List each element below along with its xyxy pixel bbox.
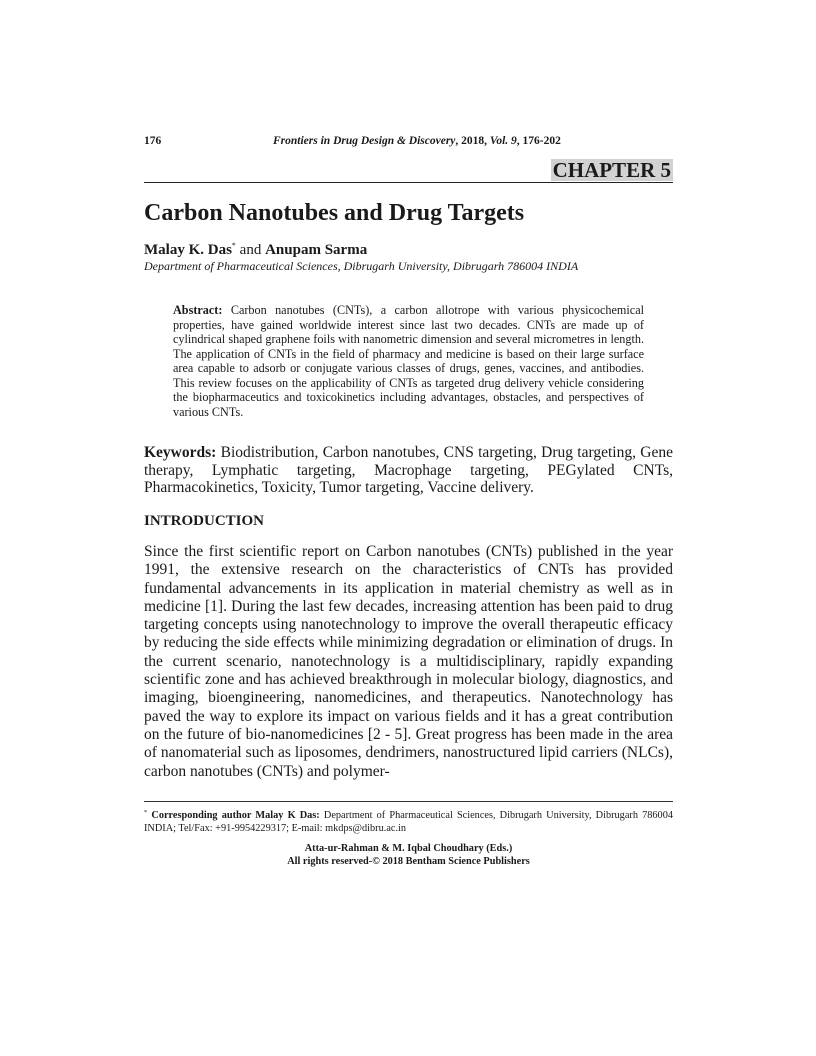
abstract-label: Abstract: bbox=[173, 303, 223, 317]
paper-title: Carbon Nanotubes and Drug Targets bbox=[144, 200, 525, 226]
journal-year: , 2018, bbox=[455, 135, 490, 147]
abstract-text: Carbon nanotubes (CNTs), a carbon allotrope with various physicochemical properties, have gained worldwide interest since last two decades. CNTs are made up of cylindrical shaped graphene foils with nanometric dimension and several micrometres in length. The application of CNTs in the field of pharmacy and medicine is based on their large surface area capable to adsorb or conjugate various classes of drugs, genes, vaccines, and antibodies. This review focuses on the applicability of CNTs as targeted drug delivery vehicle considering the biopharmaceutics and toxicokinetics including advantages, obstacles, and perspectives of various CNTs. bbox=[173, 303, 644, 419]
author-conjunction: and bbox=[235, 242, 266, 258]
footnote-mark: * bbox=[144, 809, 148, 816]
rights-line: All rights reserved-© 2018 Bentham Science Publishers bbox=[287, 855, 530, 867]
page-number: 176 bbox=[144, 135, 162, 147]
journal-volume: Vol. 9 bbox=[489, 135, 517, 147]
footnote-text: Department of Pharmaceutical Sciences, Dibrugarh University, Dibrugarh 786004 INDIA; Tel/Fax: +91-9954229317; E-mail: mkdps@dibru.ac.in bbox=[144, 810, 674, 834]
author-1: Malay K. Das bbox=[144, 242, 232, 258]
author-1-mark: * bbox=[231, 241, 236, 250]
section-heading-introduction: INTRODUCTION bbox=[144, 513, 265, 529]
running-header bbox=[144, 135, 673, 149]
footnote bbox=[144, 806, 673, 835]
footnote-rule bbox=[144, 801, 673, 802]
abstract bbox=[173, 303, 644, 419]
journal-name: Frontiers in Drug Design & Discovery bbox=[273, 135, 456, 147]
chapter-rule bbox=[144, 182, 673, 183]
author-2: Anupam Sarma bbox=[265, 242, 368, 258]
author-line bbox=[144, 237, 367, 259]
footnote-label: Corresponding author Malay K Das: bbox=[147, 810, 320, 821]
introduction-paragraph: Since the first scientific report on Carbon nanotubes (CNTs) published in the year 1991, the extensive research on the characteristics of CNTs has provided fundamental advancements in its application in material chemistry as well as in medicine [1]. During the last few decades, increasing attention has been paid to drug targeting concepts using nanotechnology to improve the overall therapeutic efficacy by reducing the side effects while minimizing degradation or elimination of drugs. In the current scenario, nanotechnology is a multidisciplinary, rapidly expanding scientific zone and has achieved breakthrough in molecular biology, diagnostics, and imaging, bioengineering, nanomedicines, and therapeutics. Nanotechnology has paved the way to explore its impact on various fields and it has a great contribution on the future of bio-nanomedicines [2 - 5]. Great progress has been made in the area of nanomaterial such as liposomes, dendrimers, nanostructured lipid carriers (NLCs), carbon nanotubes (CNTs) and polymer- bbox=[144, 543, 673, 780]
editors-line: Atta-ur-Rahman & M. Iqbal Choudhary (Eds.) bbox=[304, 843, 513, 854]
keywords-label: Keywords: bbox=[144, 444, 217, 461]
publisher-block bbox=[144, 843, 673, 868]
keywords bbox=[144, 444, 673, 497]
paper-page bbox=[144, 0, 673, 1056]
affiliation: Department of Pharmaceutical Sciences, Dibrugarh University, Dibrugarh 786004 INDIA bbox=[144, 259, 579, 273]
journal-pages: , 176-202 bbox=[516, 135, 561, 147]
journal-citation bbox=[273, 135, 561, 147]
keywords-text: Biodistribution, Carbon nanotubes, CNS targeting, Drug targeting, Gene therapy, Lymphatic targeting, Macrophage targeting, PEGylated CNTs, Pharmacokinetics, Toxicity, Tumor targeting, Vaccine delivery. bbox=[144, 444, 673, 496]
chapter-label: CHAPTER 5 bbox=[552, 158, 671, 182]
